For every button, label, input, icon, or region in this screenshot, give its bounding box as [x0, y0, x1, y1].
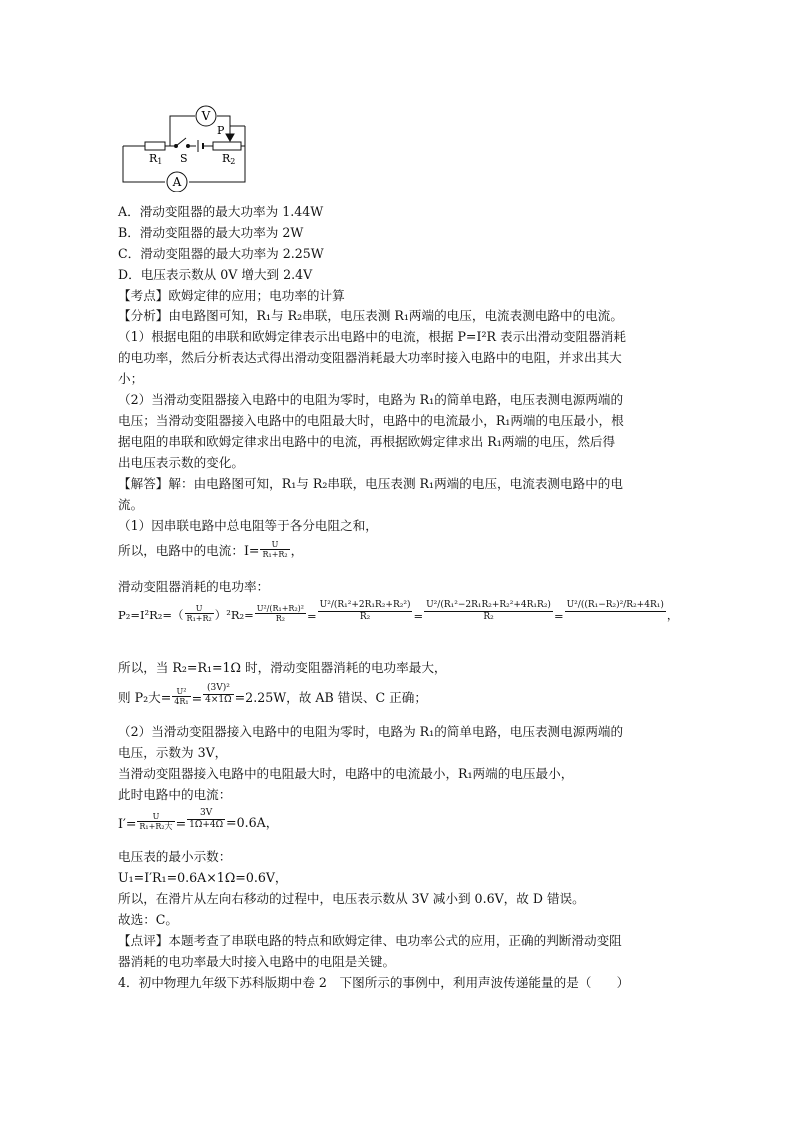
min-current-suffix: =0.6A，	[226, 815, 279, 830]
power-eq-sign-1: =	[307, 609, 317, 623]
jieda-line-12: 此时电路中的电流：	[118, 787, 232, 802]
next-question: 4．初中物理九年级下苏科版期中卷 2 下图所示的事例中，利用声波传递能量的是（ ）	[118, 975, 630, 990]
option-b: B．滑动变阻器的最大功率为 2W	[118, 225, 304, 240]
fenxi-line-5: （2）当滑动变阻器接入电路中的电阻为零时，电路为 R₁的简单电路，电压表测电源两端的	[118, 392, 624, 407]
power-frac-1-num: U	[195, 604, 203, 613]
jieda-line-16: 所以，在滑片从左向右移动的过程中，电压表示数从 3V 减小到 0.6V，故 D 错误。	[118, 891, 585, 906]
min-current-frac-1	[137, 812, 174, 831]
power-eq-sign-3: =	[553, 609, 564, 623]
fenxi-tag: 【分析】	[118, 308, 169, 323]
power-frac-3	[318, 600, 413, 623]
power-equation	[118, 600, 678, 623]
fenxi-line-1	[118, 307, 623, 325]
power-frac-1-den: R₁+R₂	[186, 614, 212, 623]
power-frac-2-den: R₂	[255, 613, 306, 623]
dianping-line-1	[118, 932, 622, 950]
current-eq-prefix: 所以，电路中的电流：I=	[118, 543, 260, 558]
power-frac-2-num: U²/(R₁+R₂)²	[256, 604, 304, 613]
slider-label: P	[217, 124, 225, 137]
switch-label: S	[180, 152, 188, 165]
kaodian-text: 欧姆定律的应用；电功率的计算	[168, 288, 345, 303]
power-eq-sign-2: =	[413, 609, 424, 623]
min-current-frac-2-den: 1Ω+4Ω	[189, 820, 224, 830]
min-current-frac-1-den: R₁+R₂大	[139, 822, 173, 831]
fenxi-line-2: （1）根据电阻的串联和欧姆定律表示出电路中的电流，根据 P=I²R 表示出滑动变阻器消耗	[118, 329, 626, 344]
fenxi-line-8: 出电压表示数的变化。	[118, 455, 244, 470]
power-frac-3-den: R₂	[318, 611, 413, 623]
power-frac-5-den	[565, 611, 666, 623]
r2-label: R	[222, 152, 231, 165]
jieda-line-14: 电压表的最小示数：	[118, 849, 232, 864]
min-current-equation: I′= $\frac{U}{\text{R₁+R₂大}}$ = $\frac{3V}{1\Omega+4\Omega}$ =0.6A，	[118, 808, 279, 831]
max-power-prefix: 则 P₂大=	[118, 690, 172, 705]
power-eq-suffix: ，	[666, 608, 679, 622]
max-power-frac-1	[172, 687, 190, 706]
jieda-line-11: 当滑动变阻器接入电路中的电阻最大时，电路中的电流最小，R₁两端的电压最小，	[118, 766, 574, 781]
max-power-frac-2-num: (3V)²	[206, 683, 230, 693]
r1-label: R	[149, 152, 158, 165]
current-frac-den: R₁+R₂	[262, 550, 288, 559]
min-current-frac-2-num: 3V	[199, 808, 213, 818]
jieda-line-10: 电压，示数为 3V，	[118, 745, 228, 760]
option-a: A．滑动变阻器的最大功率为 1.44W	[118, 204, 324, 219]
jieda-line-17: 故选：C。	[118, 912, 179, 927]
dianping-tag: 【点评】	[118, 933, 169, 948]
min-current-frac-2	[187, 808, 225, 831]
svg-text:R2	[222, 152, 235, 166]
fenxi-line-4: 小；	[118, 371, 144, 386]
power-eq-mid: ）²R₂=	[214, 608, 254, 622]
current-frac-num: U	[271, 540, 279, 549]
power-frac-4	[424, 600, 553, 623]
current-equation	[118, 540, 303, 559]
jieda-line-15: U₁=I′R₁=0.6A×1Ω=0.6V，	[118, 870, 288, 885]
fenxi-text-1: 由电路图可知，R₁与 R₂串联，电压表测 R₁两端的电压，电流表测电路中的电流。	[168, 308, 623, 323]
voltmeter-label: V	[201, 109, 211, 123]
current-eq-suffix: ，	[290, 543, 304, 558]
jieda-line-9: （2）当滑动变阻器接入电路中的电阻为零时，电路为 R₁的简单电路，电压表测电源两端的	[118, 724, 624, 739]
max-power-frac-2-den: 4×1Ω	[205, 695, 232, 705]
max-power-frac-2	[203, 683, 233, 706]
min-current-frac-1-num: U	[152, 812, 160, 821]
kaodian-tag: 【考点】	[118, 288, 169, 303]
fenxi-line-6: 电压；当滑动变阻器接入电路中的电阻最大时，电路中的电流最小，R₁两端的电压最小，根	[118, 413, 624, 428]
fenxi-line-3: 的电功率，然后分析表达式得出滑动变阻器消耗最大功率时接入电路中的电阻，并求出其大	[118, 350, 622, 365]
kaodian-line	[118, 287, 345, 305]
jieda-tag: 【解答】	[118, 476, 169, 491]
r2-subscript: 2	[230, 157, 236, 166]
power-frac-1	[185, 604, 214, 623]
r1-subscript: 1	[157, 157, 163, 166]
current-fraction	[260, 540, 289, 559]
option-d: D．电压表示数从 0V 增大到 2.4V	[118, 267, 313, 282]
max-power-frac-1-den: 4R₁	[174, 697, 189, 706]
max-power-suffix: =2.25W，故 AB 错误、C 正确；	[234, 690, 427, 705]
max-power-equation: 则 P₂大= $\frac{\text{U²}}{\text{4R₁}}$ = $\frac{\text{(3V)²}}{4\times 1\Omega}$ =2.25W，故 AB 错误、C 正确；	[118, 683, 427, 706]
fenxi-line-7: 据电阻的串联和欧姆定律求出电路中的电流，再根据欧姆定律求出 R₁两端的电压，然后得	[118, 434, 616, 449]
min-current-prefix: I′=	[118, 816, 137, 831]
dianping-text-1: 本题考查了串联电路的特点和欧姆定律、电功率公式的应用，正确的判断滑动变阻	[168, 933, 622, 948]
power-frac-5-num: U²/((R₁−R₂)²/R₂+4R₁)	[566, 600, 664, 610]
jieda-text-1: 解：由电路图可知，R₁与 R₂串联，电压表测 R₁两端的电压，电流表测电路中的电	[168, 476, 623, 491]
jieda-line-5: 滑动变阻器消耗的电功率：	[118, 579, 270, 594]
ammeter-label: A	[172, 175, 182, 189]
max-power-frac-1-num: U²	[176, 687, 187, 696]
power-frac-3-num: U²/(R₁²+2R₁R₂+R₂²)	[319, 600, 411, 610]
jieda-line-3: （1）因串联电路中总电阻等于各分电阻之和，	[118, 518, 378, 533]
jieda-line-2: 流。	[118, 497, 144, 512]
power-frac-2	[255, 604, 306, 623]
jieda-line-1	[118, 475, 623, 493]
jieda-line-7: 所以，当 R₂=R₁=1Ω 时，滑动变阻器消耗的电功率最大，	[118, 660, 447, 675]
circuit-diagram	[118, 100, 258, 192]
option-c: C．滑动变阻器的最大功率为 2.25W	[118, 246, 324, 261]
power-frac-5	[565, 600, 666, 623]
dianping-line-2: 器消耗的电功率最大时接入电路中的电阻是关键。	[118, 954, 396, 969]
power-frac-4-num: U²/(R₁²−2R₁R₂+R₂²+4R₁R₂)	[426, 600, 551, 610]
power-frac-4-den: R₂	[424, 611, 553, 623]
power-eq-prefix: P₂=I²R₂=（	[118, 608, 184, 622]
svg-text:R1	[149, 152, 162, 166]
